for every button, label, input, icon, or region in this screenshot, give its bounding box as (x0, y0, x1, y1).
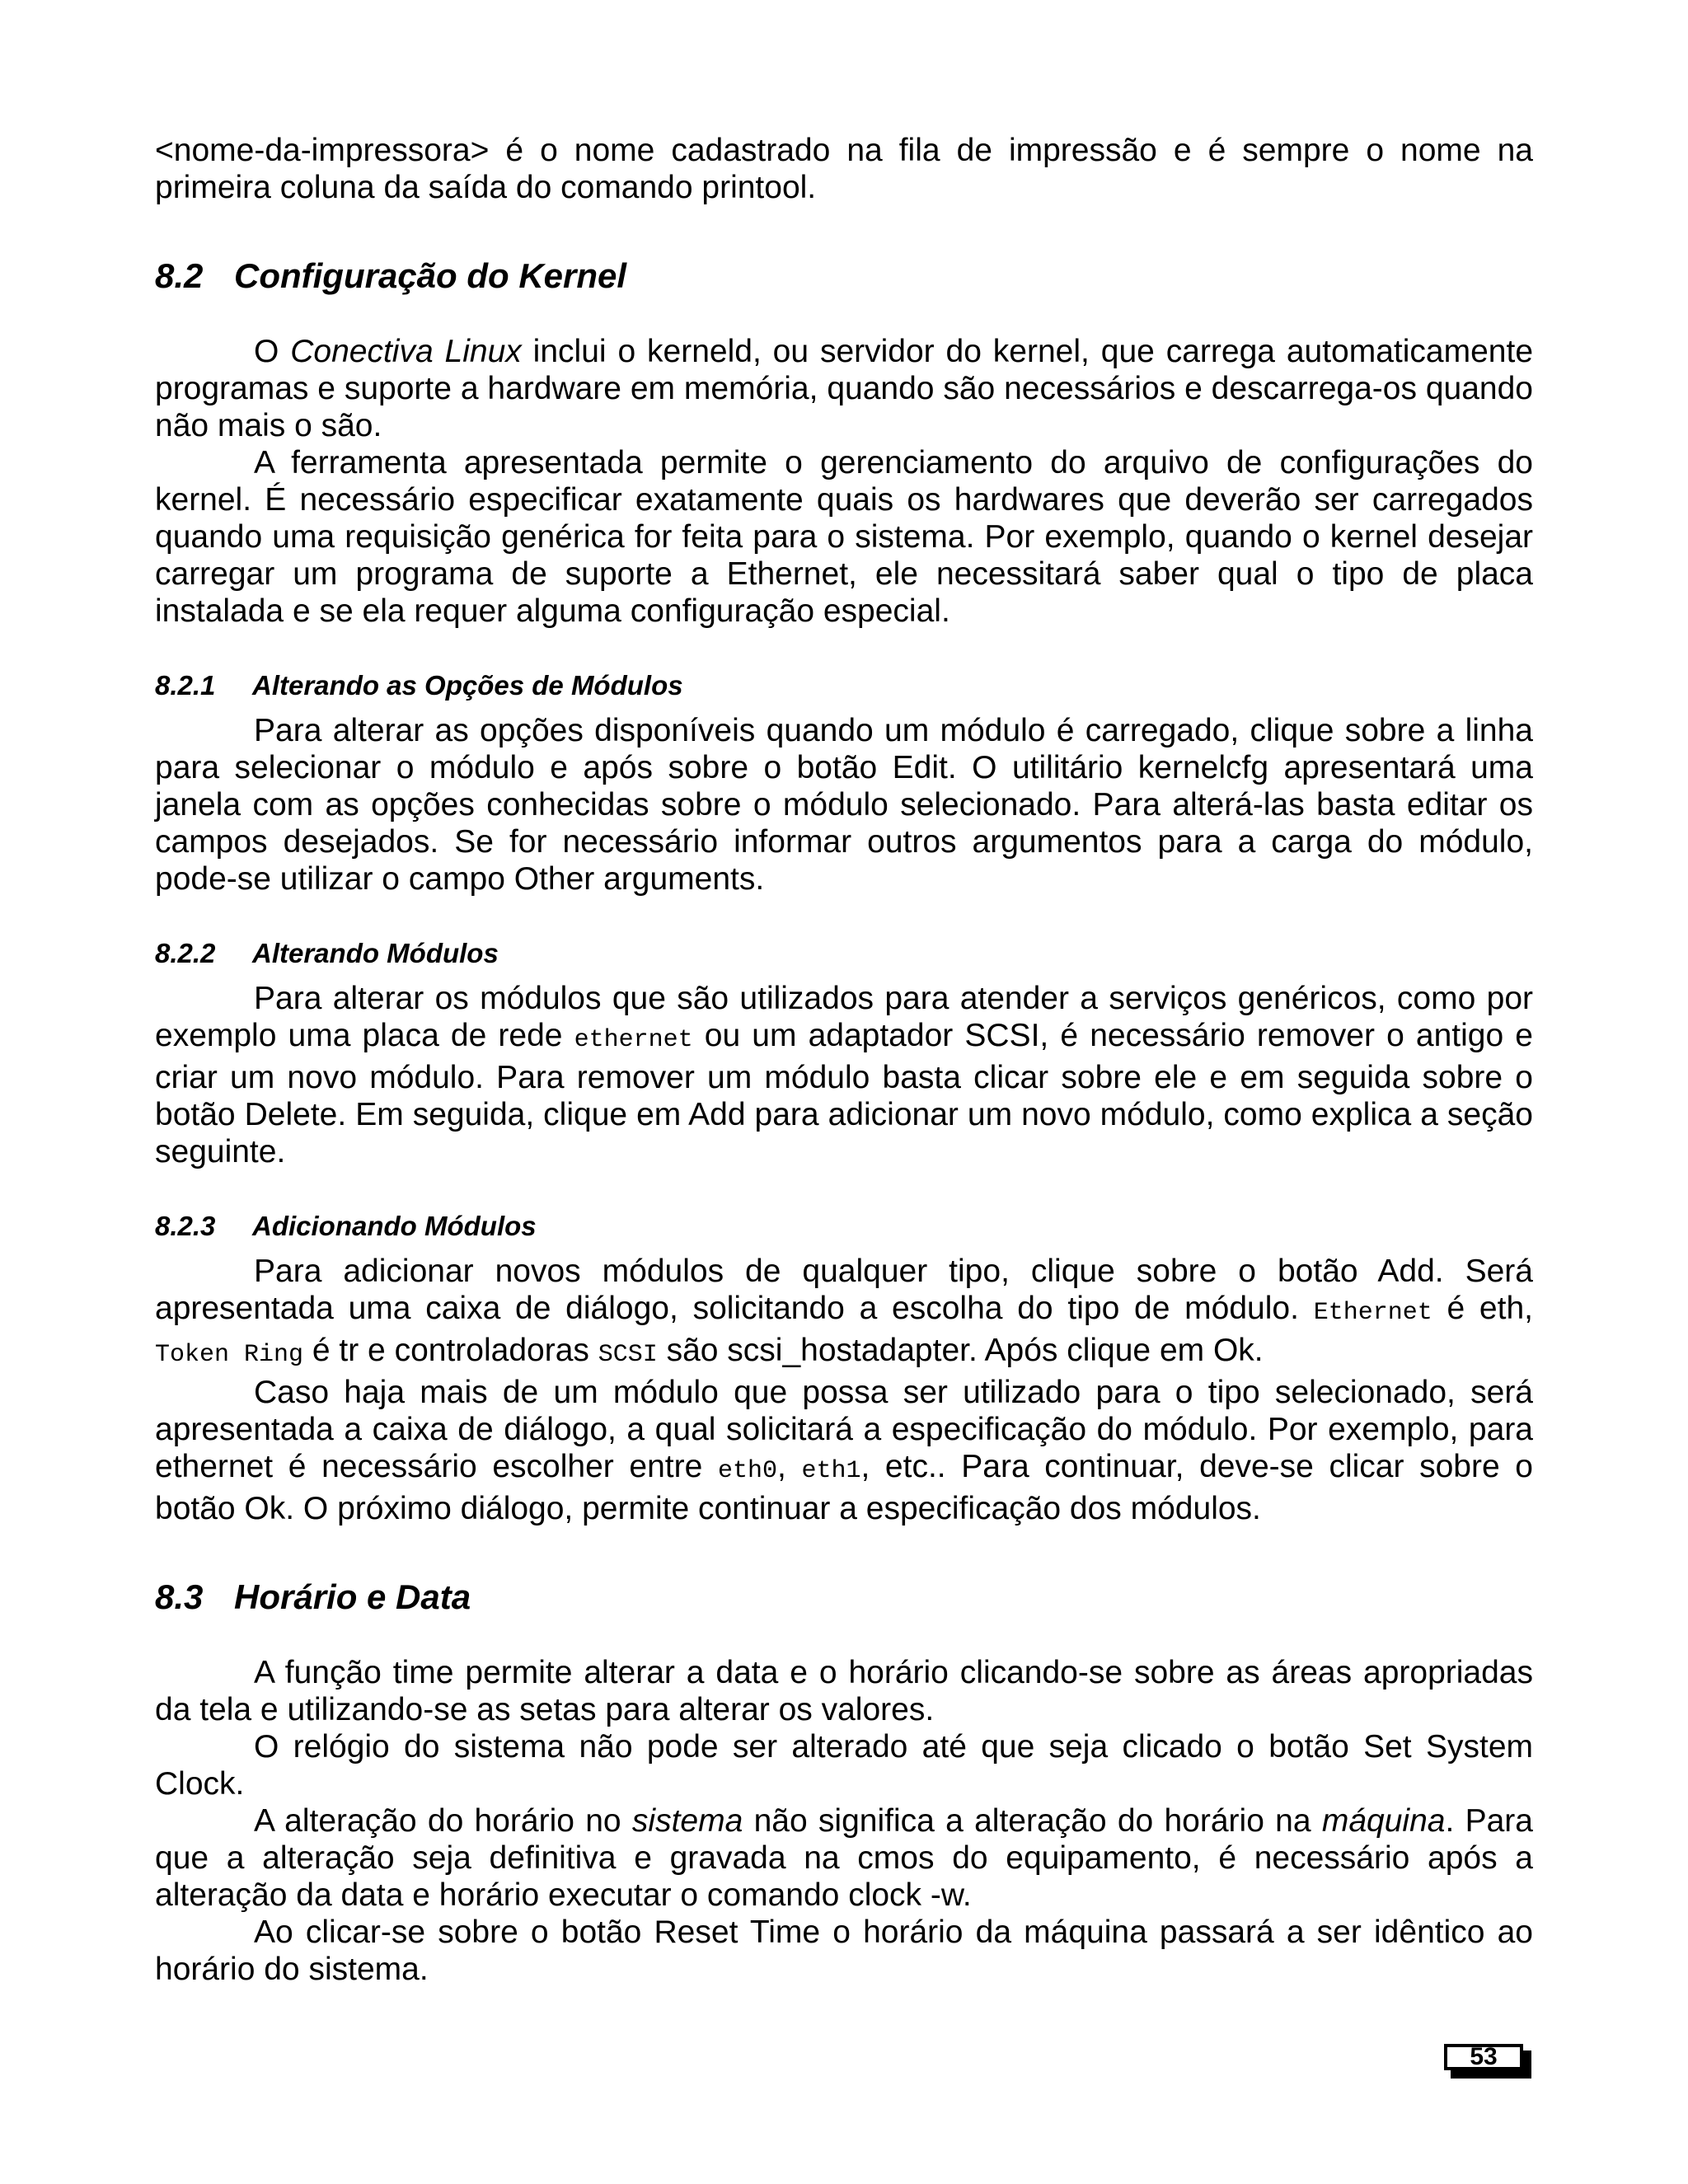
section-number: 8.2 (155, 256, 204, 295)
add-modules-paragraph-2: Caso haja mais de um módulo que possa ser utilizado para o tipo selecionado, será apresentada a caixa de diálogo, a qual solicitará a especificação do módulo. Por exemplo, para ethernet é necessário escolher entre eth0, eth1, etc.. Para continuar, deve-se clicar sobre o botão Ok. O próximo diálogo, permite continuar a especificação dos módulos. (155, 1375, 1533, 1526)
section-8-2-heading (155, 255, 1533, 297)
section-number: 8.3 (155, 1577, 204, 1616)
time-paragraph-3: A alteração do horário no sistema não significa a alteração do horário na máquina. Para que a alteração seja definitiva e gravada na cmos do equipamento, é necessário após a alteração da data e horário executar o comando clock -w. (155, 1803, 1533, 1913)
time-paragraph-2: O relógio do sistema não pode ser alterado até que seja clicado o botão Set System Clock. (155, 1729, 1533, 1802)
subsection-title: Alterando as Opções de Módulos (252, 670, 683, 701)
product-name: Conectiva Linux (290, 334, 522, 369)
code-ethernet-type: Ethernet (1313, 1299, 1432, 1327)
change-modules-paragraph: Para alterar os módulos que são utilizados para atender a serviços genéricos, como por exemplo uma placa de rede ethernet ou um adaptador SCSI, é necessário remover o antigo e criar um novo módulo. Para remover um módulo basta clicar sobre ele e em seguida sobre o botão Delete. Em seguida, clique em Add para adicionar um novo módulo, como explica a seção seguinte. (155, 981, 1533, 1169)
section-title: Horário e Data (234, 1577, 471, 1616)
emphasis-maquina: máquina (1321, 1803, 1446, 1839)
subsection-number: 8.2.1 (155, 670, 216, 701)
subsection-title: Alterando Módulos (252, 938, 499, 968)
time-paragraph-4: Ao clicar-se sobre o botão Reset Time o horário da máquina passará a ser idêntico ao horário do sistema. (155, 1915, 1533, 1987)
code-scsi: SCSI (598, 1341, 658, 1369)
subsection-number: 8.2.3 (155, 1211, 216, 1241)
emphasis-sistema: sistema (631, 1803, 743, 1839)
section-8-2-1-heading (155, 669, 1533, 702)
section-8-3-heading (155, 1577, 1533, 1618)
code-eth1: eth1 (801, 1457, 861, 1485)
page-number: 53 (1444, 2044, 1523, 2070)
add-modules-paragraph-1: Para adicionar novos módulos de qualquer tipo, clique sobre o botão Add. Será apresentada uma caixa de diálogo, solicitando a escolha do tipo de módulo. Ethernet é eth, Token Ring é tr e controladoras SCSI são scsi_hostadapter. Após clique em Ok. (155, 1254, 1533, 1369)
section-title: Configuração do Kernel (234, 256, 627, 295)
intro-paragraph: <nome-da-impressora> é o nome cadastrado na fila de impressão e é sempre o nome na primeira coluna da saída do comando printool. (155, 133, 1533, 205)
kernel-paragraph-1: O Conectiva Linux inclui o kerneld, ou servidor do kernel, que carrega automaticamente programas e suporte a hardware em memória, quando são necessários e descarrega-os quando não mais o são. (155, 334, 1534, 443)
kernel-paragraph-2: A ferramenta apresentada permite o gerenciamento do arquivo de configurações do kernel. É necessário especificar exatamente quais os hardwares que deverão ser carregados quando uma requisição genérica for feita para o sistema. Por exemplo, quando o kernel desejar carregar um programa de suporte a Ethernet, ele necessitará saber qual o tipo de placa instalada e se ela requer alguma configuração especial. (155, 445, 1533, 629)
section-8-2-3-heading (155, 1210, 1533, 1243)
code-eth0: eth0 (717, 1457, 777, 1485)
subsection-title: Adicionando Módulos (252, 1211, 537, 1241)
page-number-badge (1444, 2044, 1531, 2079)
code-ethernet: ethernet (574, 1026, 693, 1054)
section-8-2-2-heading (155, 937, 1533, 970)
code-token-ring: Token Ring (155, 1341, 304, 1369)
subsection-number: 8.2.2 (155, 938, 216, 968)
document-page (155, 132, 1533, 1988)
module-options-paragraph: Para alterar as opções disponíveis quando um módulo é carregado, clique sobre a linha para selecionar o módulo e após sobre o botão Edit. O utilitário kernelcfg apresentará uma janela com as opções conhecidas sobre o módulo selecionado. Para alterá-las basta editar os campos desejados. Se for necessário informar outros argumentos para a carga do módulo, pode-se utilizar o campo Other arguments. (155, 713, 1533, 897)
time-paragraph-1: A função time permite alterar a data e o horário clicando-se sobre as áreas apropriadas da tela e utilizando-se as setas para alterar os valores. (155, 1655, 1533, 1727)
